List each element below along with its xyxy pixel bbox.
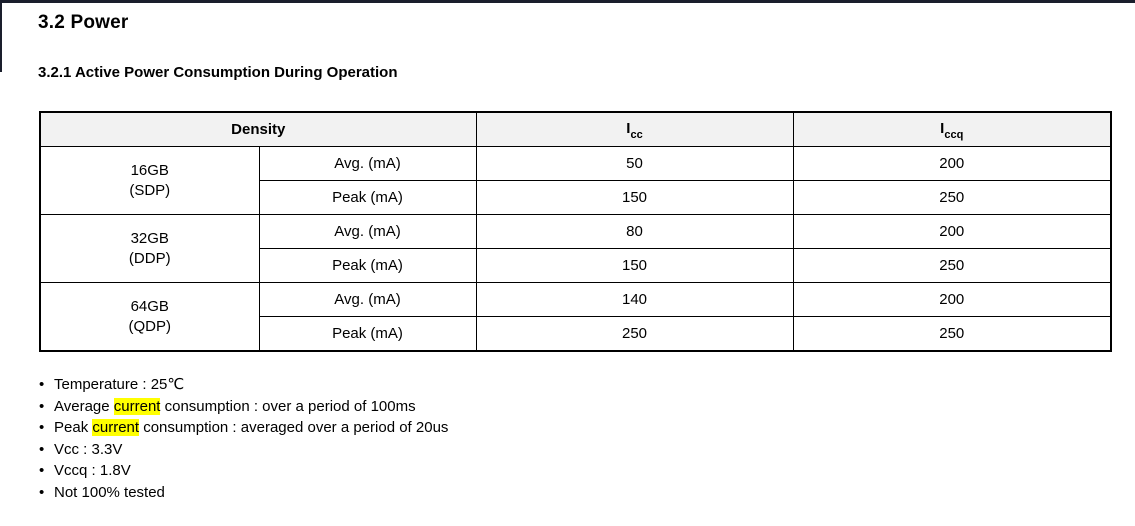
icc-value: 80 — [476, 215, 793, 249]
metric-cell: Avg. (mA) — [259, 147, 476, 181]
metric-cell: Avg. (mA) — [259, 283, 476, 317]
note-peak-current: • Peak current consumption : averaged over a period of 20us — [39, 417, 448, 439]
header-cell-icc: $I_{cc}$ — [476, 112, 793, 147]
metric-cell: Avg. (mA) — [259, 215, 476, 249]
icc-value: 140 — [476, 283, 793, 317]
highlighted-text: current — [92, 419, 140, 437]
note-vcc: • Vcc : 3.3V — [39, 439, 448, 461]
icc-value: 150 — [476, 181, 793, 215]
iccq-value: 250 — [793, 317, 1111, 352]
note-vccq: • Vccq : 1.8V — [39, 460, 448, 482]
iccq-value: 250 — [793, 249, 1111, 283]
density-cell-16gb: 16GB (SDP) — [40, 147, 259, 215]
header-cell-density: Density — [40, 112, 476, 147]
bullet-icon: • — [39, 397, 45, 415]
highlighted-text: current — [113, 397, 161, 415]
section-title: 3.2 Power — [38, 12, 129, 33]
iccq-value: 250 — [793, 181, 1111, 215]
metric-cell: Peak (mA) — [259, 249, 476, 283]
bullet-icon: • — [39, 462, 45, 480]
subsection-title: 3.2.1 Active Power Consumption During Operation — [38, 64, 398, 81]
icc-value: 250 — [476, 317, 793, 352]
density-cell-32gb: 32GB (DDP) — [40, 215, 259, 283]
note-not-tested: • Not 100% tested — [39, 482, 448, 504]
icc-value: 150 — [476, 249, 793, 283]
notes-list — [39, 374, 448, 504]
iccq-value: 200 — [793, 283, 1111, 317]
header-cell-iccq: $I_{ccq}$ — [793, 112, 1111, 147]
power-consumption-table — [39, 111, 1112, 352]
bullet-icon: • — [39, 419, 45, 437]
metric-cell: Peak (mA) — [259, 181, 476, 215]
table-row — [40, 283, 1111, 317]
bullet-icon: • — [39, 483, 45, 501]
note-average-current: • Average current consumption : over a period of 100ms — [39, 396, 448, 418]
icc-value: 50 — [476, 147, 793, 181]
bullet-icon: • — [39, 376, 45, 393]
note-temperature: • Temperature : 25℃ — [39, 374, 448, 396]
metric-cell: Peak (mA) — [259, 317, 476, 352]
table-header-row — [40, 112, 1111, 147]
bullet-icon: • — [39, 440, 45, 458]
iccq-value: 200 — [793, 215, 1111, 249]
iccq-value: 200 — [793, 147, 1111, 181]
page-top-edge — [0, 0, 1135, 3]
page-left-edge — [0, 0, 2, 72]
density-cell-64gb: 64GB (QDP) — [40, 283, 259, 352]
table-row — [40, 147, 1111, 181]
table-row — [40, 215, 1111, 249]
